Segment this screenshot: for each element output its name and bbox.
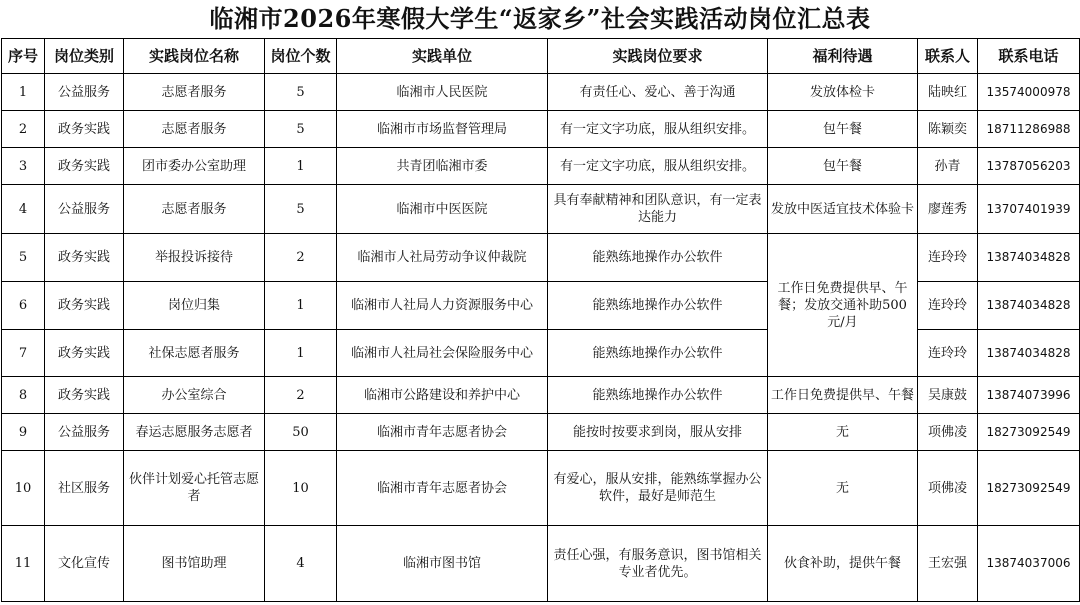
cell-phone: 13574000978 (978, 74, 1080, 111)
cell-requirement: 能熟练地操作办公软件 (548, 234, 768, 282)
cell-no: 3 (2, 148, 45, 185)
cell-phone: 18711286988 (978, 111, 1080, 148)
cell-unit: 共青团临湘市委 (337, 148, 548, 185)
cell-benefit: 无 (768, 451, 918, 526)
header-unit: 实践单位 (337, 39, 548, 74)
cell-position: 图书馆助理 (124, 526, 265, 602)
cell-no: 4 (2, 185, 45, 234)
cell-category: 政务实践 (45, 111, 124, 148)
table-row (2, 451, 1080, 526)
cell-count: 50 (265, 414, 337, 451)
cell-unit: 临湘市市场监督管理局 (337, 111, 548, 148)
cell-unit: 临湘市人社局社会保险服务中心 (337, 330, 548, 377)
cell-count: 2 (265, 377, 337, 414)
cell-category: 文化宣传 (45, 526, 124, 602)
cell-count: 5 (265, 74, 337, 111)
cell-benefit: 发放中医适宜技术体验卡 (768, 185, 918, 234)
header-row (2, 39, 1080, 74)
cell-requirement: 具有奉献精神和团队意识，有一定表达能力 (548, 185, 768, 234)
table-row (2, 74, 1080, 111)
cell-contact: 项佛凌 (918, 451, 978, 526)
cell-requirement: 有一定文字功底，服从组织安排。 (548, 148, 768, 185)
cell-category: 社区服务 (45, 451, 124, 526)
cell-requirement: 责任心强，有服务意识，图书馆相关专业者优先。 (548, 526, 768, 602)
cell-contact: 连玲玲 (918, 330, 978, 377)
cell-count: 5 (265, 111, 337, 148)
cell-requirement: 能按时按要求到岗，服从安排 (548, 414, 768, 451)
cell-position: 社保志愿者服务 (124, 330, 265, 377)
cell-benefit: 发放体检卡 (768, 74, 918, 111)
cell-benefit: 工作日免费提供早、午餐 (768, 377, 918, 414)
header-category: 岗位类别 (45, 39, 124, 74)
table-row (2, 414, 1080, 451)
cell-requirement: 有责任心、爱心、善于沟通 (548, 74, 768, 111)
cell-unit: 临湘市青年志愿者协会 (337, 414, 548, 451)
positions-table (1, 38, 1080, 602)
cell-position: 办公室综合 (124, 377, 265, 414)
cell-position: 团市委办公室助理 (124, 148, 265, 185)
header-position: 实践岗位名称 (124, 39, 265, 74)
cell-requirement: 有一定文字功底，服从组织安排。 (548, 111, 768, 148)
cell-contact: 廖莲秀 (918, 185, 978, 234)
cell-no: 6 (2, 282, 45, 330)
cell-category: 政务实践 (45, 148, 124, 185)
cell-benefit: 包午餐 (768, 111, 918, 148)
table-row (2, 234, 1080, 282)
cell-position: 岗位归集 (124, 282, 265, 330)
cell-unit: 临湘市中医医院 (337, 185, 548, 234)
cell-requirement: 能熟练地操作办公软件 (548, 330, 768, 377)
cell-contact: 陆映红 (918, 74, 978, 111)
table-row (2, 111, 1080, 148)
cell-no: 2 (2, 111, 45, 148)
table-row (2, 377, 1080, 414)
cell-no: 5 (2, 234, 45, 282)
cell-benefit: 无 (768, 414, 918, 451)
cell-phone: 13874037006 (978, 526, 1080, 602)
cell-category: 政务实践 (45, 330, 124, 377)
header-requirement: 实践岗位要求 (548, 39, 768, 74)
cell-no: 1 (2, 74, 45, 111)
cell-phone: 18273092549 (978, 414, 1080, 451)
cell-phone: 13874034828 (978, 234, 1080, 282)
cell-no: 11 (2, 526, 45, 602)
cell-count: 4 (265, 526, 337, 602)
cell-position: 春运志愿服务志愿者 (124, 414, 265, 451)
cell-benefit: 包午餐 (768, 148, 918, 185)
cell-category: 公益服务 (45, 74, 124, 111)
cell-position: 举报投诉接待 (124, 234, 265, 282)
cell-category: 公益服务 (45, 185, 124, 234)
header-contact: 联系人 (918, 39, 978, 74)
cell-position: 志愿者服务 (124, 185, 265, 234)
cell-category: 政务实践 (45, 282, 124, 330)
cell-phone: 13874034828 (978, 282, 1080, 330)
cell-unit: 临湘市青年志愿者协会 (337, 451, 548, 526)
table-row (2, 330, 1080, 377)
cell-count: 1 (265, 282, 337, 330)
cell-contact: 项佛凌 (918, 414, 978, 451)
cell-requirement: 能熟练地操作办公软件 (548, 377, 768, 414)
cell-requirement: 有爱心，服从安排，能熟练掌握办公软件，最好是师范生 (548, 451, 768, 526)
cell-phone: 13707401939 (978, 185, 1080, 234)
cell-category: 政务实践 (45, 377, 124, 414)
cell-no: 10 (2, 451, 45, 526)
cell-unit: 临湘市人社局劳动争议仲裁院 (337, 234, 548, 282)
cell-contact: 王宏强 (918, 526, 978, 602)
table-row (2, 148, 1080, 185)
cell-unit: 临湘市人社局人力资源服务中心 (337, 282, 548, 330)
cell-phone: 13874073996 (978, 377, 1080, 414)
cell-no: 9 (2, 414, 45, 451)
table-row (2, 526, 1080, 602)
cell-contact: 连玲玲 (918, 282, 978, 330)
cell-count: 1 (265, 330, 337, 377)
cell-phone: 18273092549 (978, 451, 1080, 526)
cell-count: 5 (265, 185, 337, 234)
cell-phone: 13787056203 (978, 148, 1080, 185)
header-benefit: 福利待遇 (768, 39, 918, 74)
cell-no: 7 (2, 330, 45, 377)
cell-unit: 临湘市公路建设和养护中心 (337, 377, 548, 414)
cell-category: 公益服务 (45, 414, 124, 451)
cell-phone: 13874034828 (978, 330, 1080, 377)
header-phone: 联系电话 (978, 39, 1080, 74)
cell-unit: 临湘市人民医院 (337, 74, 548, 111)
header-no: 序号 (2, 39, 45, 74)
cell-category: 政务实践 (45, 234, 124, 282)
cell-contact: 连玲玲 (918, 234, 978, 282)
cell-benefit: 伙食补助，提供午餐 (768, 526, 918, 602)
cell-contact: 孙青 (918, 148, 978, 185)
header-count: 岗位个数 (265, 39, 337, 74)
page-title: 临湘市2026年寒假大学生“返家乡”社会实践活动岗位汇总表 (209, 4, 871, 33)
cell-count: 1 (265, 148, 337, 185)
cell-contact: 吴康鼓 (918, 377, 978, 414)
cell-position: 志愿者服务 (124, 74, 265, 111)
cell-count: 2 (265, 234, 337, 282)
cell-requirement: 能熟练地操作办公软件 (548, 282, 768, 330)
cell-count: 10 (265, 451, 337, 526)
table-row (2, 185, 1080, 234)
cell-contact: 陈颖奕 (918, 111, 978, 148)
cell-benefit-merged: 工作日免费提供早、午餐；发放交通补助500元/月 (768, 234, 918, 377)
cell-position: 伙伴计划爱心托管志愿者 (124, 451, 265, 526)
table-row (2, 282, 1080, 330)
cell-no: 8 (2, 377, 45, 414)
cell-position: 志愿者服务 (124, 111, 265, 148)
cell-unit: 临湘市图书馆 (337, 526, 548, 602)
